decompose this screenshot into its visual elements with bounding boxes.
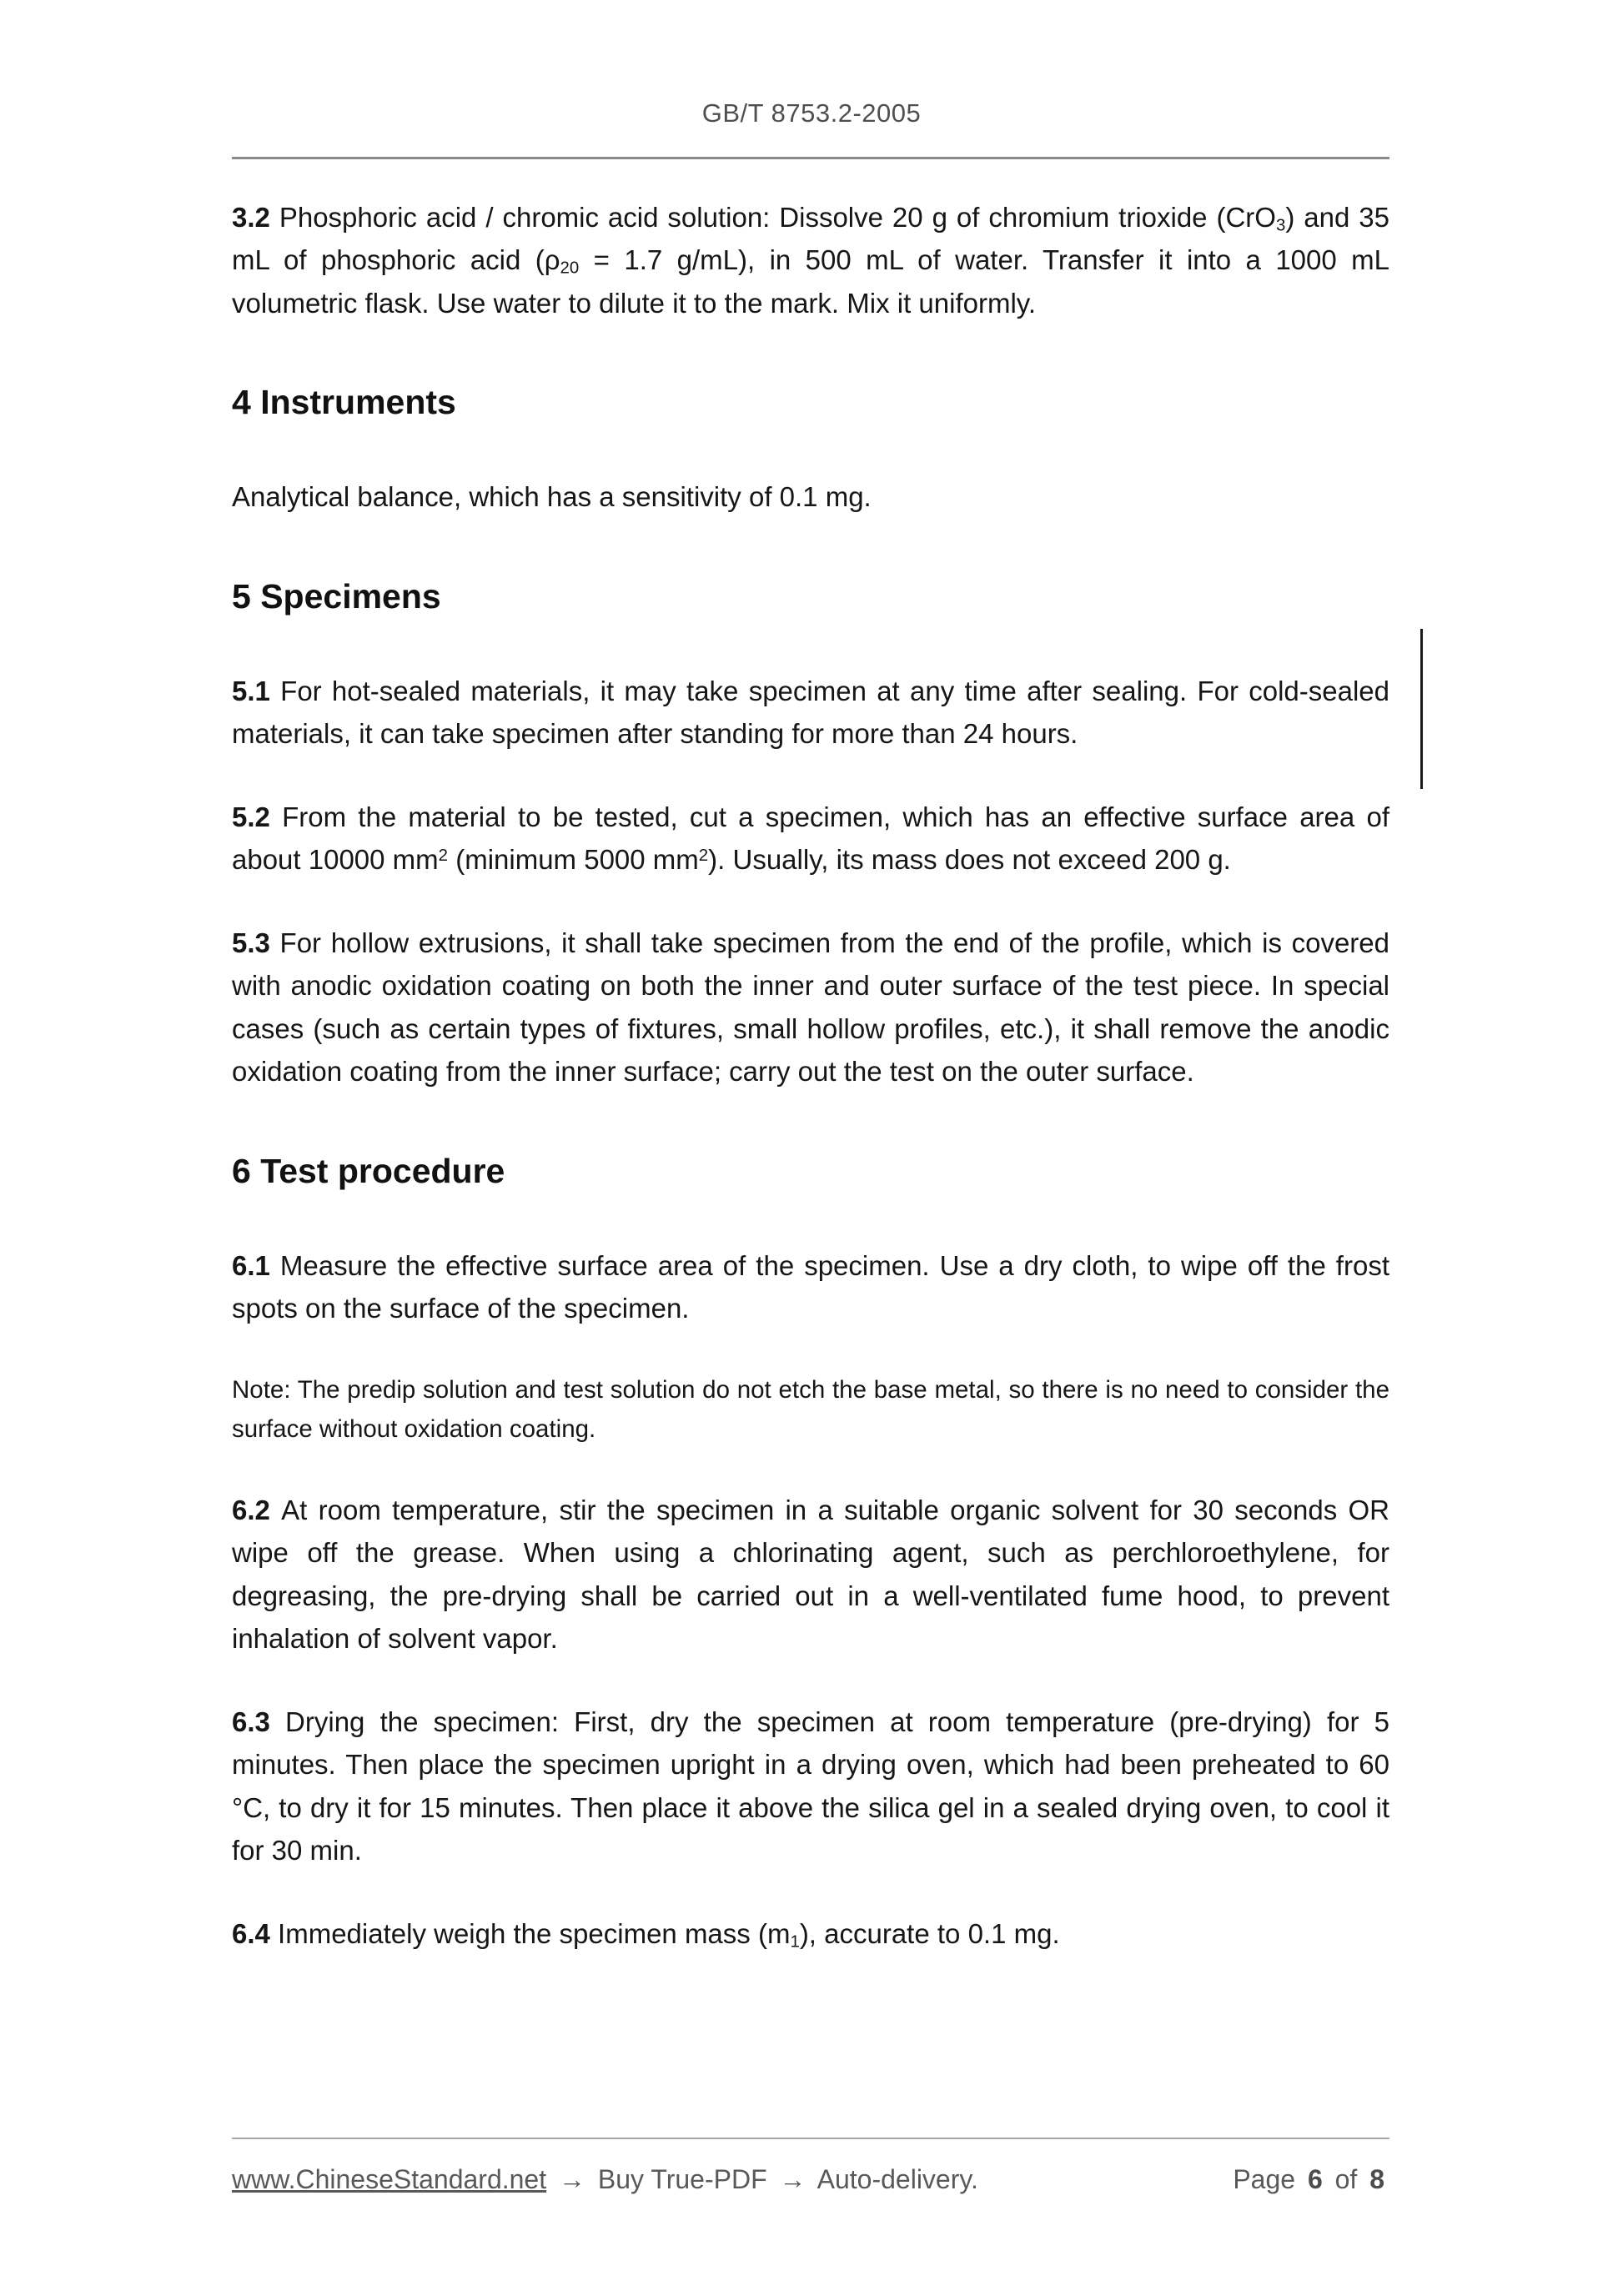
document-body	[0, 196, 1623, 1956]
spacer	[232, 756, 1389, 796]
heading-6-test-procedure: 6 Test procedure	[232, 1151, 505, 1190]
page-indicator	[1233, 2164, 1389, 2195]
page-total: 8	[1369, 2164, 1384, 2194]
header-doc-number: GB/T 8753.2-2005	[701, 98, 922, 128]
arrow-right-icon: →	[779, 2164, 806, 2194]
para-6-1: 6.1 Measure the effective surface area of the specimen. Use a dry cloth, to wipe off the frost spots on the surface of the specimen.	[232, 1249, 1389, 1324]
page-current: 6	[1307, 2164, 1323, 2194]
para-5-1-wrap	[232, 670, 1389, 756]
footer-left	[232, 2164, 978, 2195]
footer-row	[232, 2164, 1389, 2195]
footer-website-link[interactable]: www.ChineseStandard.net	[232, 2164, 547, 2194]
heading-5-specimens: 5 Specimens	[232, 576, 441, 615]
arrow-right-icon: →	[559, 2164, 585, 2194]
revision-change-bar	[1420, 629, 1423, 789]
para-6-2: 6.2 At room temperature, stir the specimen in a suitable organic solvent for 30 seconds OR wipe off the grease. When using a chlorinating agent, such as perchloroethylene, for degreasing, the pre-drying shall be carried out in a well-ventilated fume hood, to prevent inhalation of solvent vapor.	[232, 1495, 1389, 1655]
page-of-label: of	[1334, 2164, 1358, 2194]
para-6-4: 6.4 Immediately weigh the specimen mass $(m_1)$, accurate to 0.1 mg.	[232, 1917, 1060, 1952]
para-3-2: 3.2 Phosphoric acid / chromic acid solution: Dissolve 20 g of chromium trioxide (CrO$_3$) and 35 mL of phosphoric acid ($\rho_{20} = 1.7$ g/mL), in 500 mL of water. Transfer it into a 1000 mL volumetric flask. Use water to dilute it to the mark. Mix it uniformly.	[232, 201, 1389, 319]
para-5-1: 5.1 For hot-sealed materials, it may take specimen at any time after sealing. For cold-sealed materials, it can take specimen after standing for more than 24 hours.	[232, 675, 1389, 750]
page-label: Page	[1233, 2164, 1296, 2194]
page-footer	[232, 2138, 1389, 2195]
footer-buy-text: Buy True-PDF	[597, 2164, 767, 2194]
para-5-3: 5.3 For hollow extrusions, it shall take specimen from the end of the profile, which is covered with anodic oxidation coating on both the inner and outer surface of the test piece. In special cases (such as certain types of fixtures, small hollow profiles, etc.), it shall remove the anodic oxidation coating from the inner surface; carry out the test on the outer surface.	[232, 927, 1390, 1088]
para-note: Note: The predip solution and test solution do not etch the base metal, so there is no need to consider the surface without oxidation coating.	[232, 1375, 1389, 1443]
para-4-intro: Analytical balance, which has a sensitivity of 0.1 mg.	[232, 481, 872, 513]
para-5-2: 5.2 From the material to be tested, cut a specimen, which has an effective surface area of about 10000 $mm^2$ (minimum 5000 $mm^2$). Usually, its mass does not exceed 200 g.	[232, 801, 1389, 876]
footer-delivery-text: Auto-delivery.	[817, 2164, 978, 2194]
para-6-3: 6.3 Drying the specimen: First, dry the specimen at room temperature (pre-drying) for 5 minutes. Then place the specimen upright in a drying oven, which had been preheated to 60 °C, to dry it for 15 minutes. Then place it above the silica gel in a sealed drying oven, to cool it for 30 min.	[232, 1706, 1389, 1866]
header-rule	[232, 157, 1389, 159]
heading-4-instruments: 4 Instruments	[232, 383, 456, 422]
